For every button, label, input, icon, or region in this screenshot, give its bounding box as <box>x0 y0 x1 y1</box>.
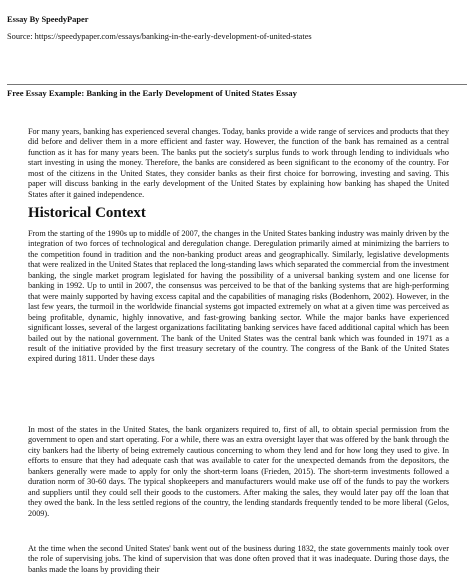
divider <box>7 84 467 85</box>
essay-title: Free Essay Example: Banking in the Early Development of United States Essay <box>7 88 297 98</box>
intro-paragraph: For many years, banking has experienced several changes. Today, banks provide a wide range of services and products that they did before and deliver them in a more efficient and faster way. However, the function of the bank has remained as a central function as it has for many years been. The banks put the society's surplus funds to work through lending to individuals who start investing in using the money. Therefore, the banks are considered as been significant to the economy of the country. For most of the citizens in the United States, they consider banks as their first choice for borrowing, investing and saving. This paper will discuss banking in the early development of the United States by explaining how banking has shaped the United States after it gained independence. <box>28 127 449 199</box>
source-line: Source: https://speedypaper.com/essays/banking-in-the-early-development-of-united-states <box>7 32 312 41</box>
body-paragraph-2: In most of the states in the United States, the bank organizers required to, first of all, to obtain special permission from the government to open and start operating. For a while, there was an extra oversight layer that was offered by the bank through the city bankers had the liberty of being extremely cautious concerning to whom they lend and for how long they used to give. In efforts to ensure that they had adequate cash that was available to cater for the unexpected demands from the depositors, the bankers generally were made to apply for only the short-term loans (Frieden, 2015). The short-term investments followed a duration norm of 30-60 days. The typical shopkeepers and manufacturers would make use off of the funds to pay the workers and suppliers until they could sell their goods to the customers. After making the sales, they would later pay off the loan that they owed the bank. In the less settled regions of the country, the lending standards frequently tended to be more liberal (Gelos, 2009). <box>28 425 449 518</box>
body-paragraph-3: At the time when the second United States' bank went out of the business during 1832, the state governments mainly took over the role of supervising jobs. The kind of supervision that was done often proved that it was inadequate. During those days, the banks made the loans by providing their <box>28 544 449 574</box>
body-paragraph-1: From the starting of the 1990s up to middle of 2007, the changes in the United States banking industry was mainly driven by the integration of two forces of technological and deregulation change. Deregulation primarily aimed at minimizing the barriers to the competition found in tradition and the non-banking product areas and geographically. Similarly, legislative developments that were realized in the United States that replaced the long-standing laws which separated the commercial from the investment banking, the single market program legislated for having the possibility of a universal banking system and one license for banking in 1992. Up to until in 2007, the consensus was perceived to be that of the banking systems that are high-performing that were mainly supported by having excess capital and the capabilities of managing risks (Bodenhorn, 2002). However, in the last few years, the turmoil in the worldwide financial systems got impacted extremely on what at a given time was perceived as being profitable, dynamic, highly innovative, and fast-growing banking sector. While the major banks have experienced significant losses, several of the largest organizations facilitating banking services have faced additional capital which has been bailed out by the national government. The bank of the United States was the central bank which was founded in 1971 as a result of the initiative provided by the first treasury secretary of the country. The congress of the Bank of the United States expired during 1811. Under these days <box>28 229 449 364</box>
section-heading: Historical Context <box>28 205 146 221</box>
author-line: Essay By SpeedyPaper <box>7 15 89 24</box>
